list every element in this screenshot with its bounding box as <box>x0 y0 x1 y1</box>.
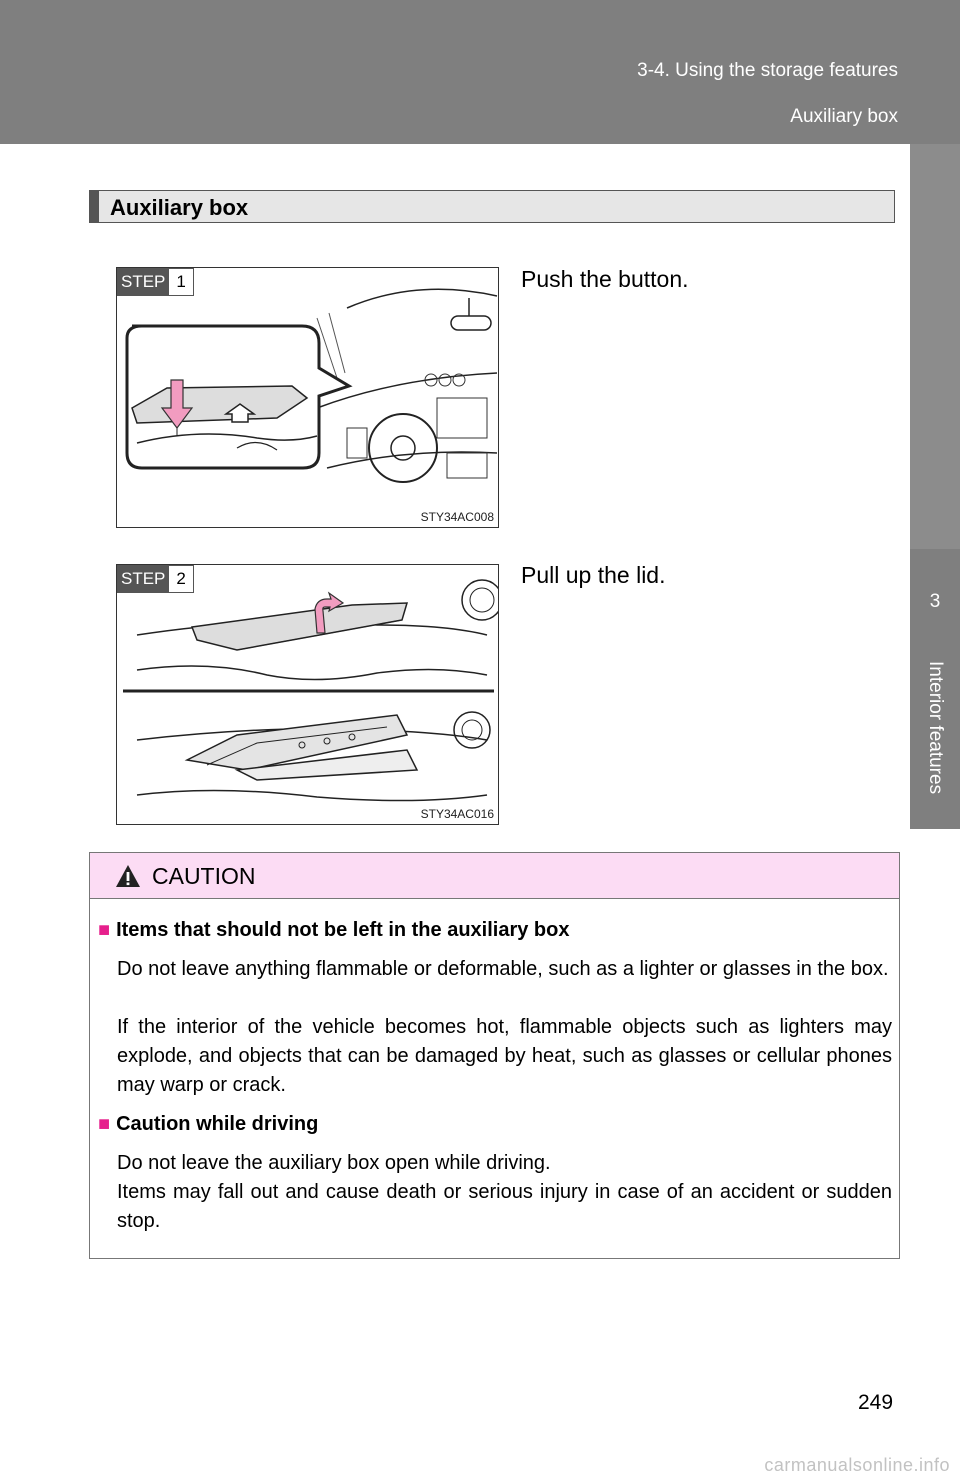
step-2-figure <box>116 564 499 825</box>
caution-item-heading-text: Caution while driving <box>116 1113 319 1135</box>
caution-box <box>89 852 900 1259</box>
step-word: STEP <box>117 268 169 296</box>
chapter-number: 3 <box>929 591 941 612</box>
caution-item-heading-text: Items that should not be left in the auxiliary box <box>116 919 570 941</box>
warning-triangle-icon <box>115 864 141 888</box>
section-title-bar <box>89 190 895 223</box>
step-number: 2 <box>169 565 193 593</box>
caution-title: CAUTION <box>152 863 256 889</box>
step-2-text: Pull up the lid. <box>521 562 666 588</box>
header-section-title: 3-4. Using the storage features <box>637 60 898 81</box>
step-word: STEP <box>117 565 169 593</box>
page-header <box>0 0 960 144</box>
bullet-square-icon: ■ <box>98 1113 111 1135</box>
caution-item-2-para-1: Do not leave the auxiliary box open while driving. <box>117 1152 551 1174</box>
step-1-text: Push the button. <box>521 266 689 292</box>
step-number: 1 <box>169 268 193 296</box>
caution-item-2-heading <box>98 1113 318 1136</box>
page-number: 249 <box>858 1391 894 1414</box>
caution-item-1-para-2: If the interior of the vehicle becomes hot, flammable objects such as lighters may explode, and objects that can be damaged by heat, such as glasses or cellular phones may warp or crack. <box>117 1016 892 1096</box>
lid-open-illustration <box>117 565 499 825</box>
caution-item-2-para-2: Items may fall out and cause death or serious injury in case of an accident or sudden stop. <box>117 1181 892 1232</box>
side-tab-spacer <box>910 144 960 549</box>
chapter-tab[interactable] <box>910 549 960 829</box>
caution-header <box>90 853 899 899</box>
step-1-badge <box>117 268 194 296</box>
watermark: carmanualsonline.info <box>764 1455 950 1475</box>
section-title: Auxiliary box <box>110 195 249 220</box>
caution-item-1-para-1: Do not leave anything flammable or deformable, such as a lighter or glasses in the box. <box>117 958 889 980</box>
header-topic-title: Auxiliary box <box>790 106 898 127</box>
bullet-square-icon: ■ <box>98 919 111 941</box>
step-1-figure <box>116 267 499 528</box>
dashboard-button-illustration <box>117 268 499 528</box>
figure-code: STY34AC016 <box>420 807 494 821</box>
caution-item-1-heading <box>98 919 569 942</box>
chapter-label: Interior features <box>925 661 946 795</box>
step-2-badge <box>117 565 194 593</box>
figure-code: STY34AC008 <box>420 510 494 524</box>
